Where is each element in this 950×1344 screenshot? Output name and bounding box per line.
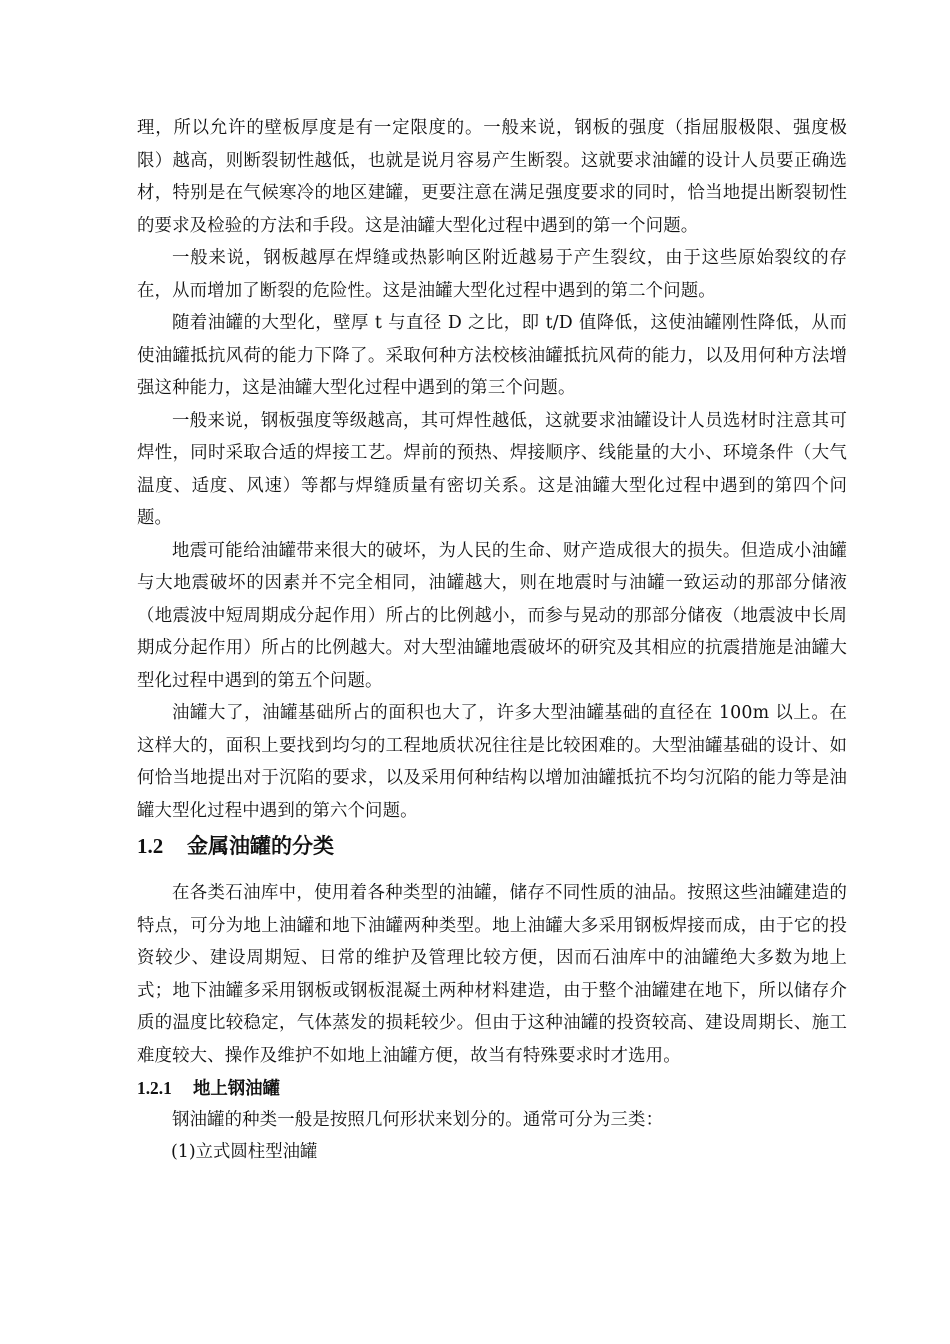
subsection-title: 地上钢油罐 (193, 1079, 280, 1099)
section-title: 金属油罐的分类 (187, 833, 334, 858)
paragraph-weldability: 一般来说，钢板强度等级越高，其可焊性越低，这就要求油罐设计人员选材时注意其可焊性，同时采取合适的焊接工艺。焊前的预热、焊接顺序、线能量的大小、环境条件（大气温度、适度、风速）等都与焊缝质量有密切关系。这是油罐大型化过程中遇到的第四个问题。 (137, 410, 847, 528)
paragraph-tank-types: 在各类石油库中，使用着各种类型的油罐，储存不同性质的油品。按照这些油罐建造的特点，可分为地上油罐和地下油罐两种类型。地上油罐大多采用钢板焊接而成，由于它的投资较少、建设周期短、日常的维护及管理比较方便，因而石油库中的油罐绝大多数为地上式；地下油罐多采用钢板或钢板混凝土两种材料建造，由于整个油罐建在地下，所以储存介质的温度比较稳定，气体蒸发的损耗较少。但由于这种油罐的投资较高、建设周期长、施工难度较大、操作及维护不如地上油罐方便，故当有特殊要求时才选用。 (137, 883, 847, 1066)
section-heading-1-2-1 (137, 1072, 847, 1105)
paragraph-earthquake: 地震可能给油罐带来很大的破坏，为人民的生命、财产造成很大的损失。但造成小油罐与大地震破坏的因素并不完全相同，油罐越大，则在地震时与油罐一致运动的那部分储液（地震波中短周期成分起作用）所占的比例越小，而参与晃动的那部分储夜（地震波中长周期成分起作用）所占的比例越大。对大型油罐地震破坏的研究及其相应的抗震措施是油罐大型化过程中遇到的第五个问题。 (137, 540, 847, 691)
subsection-number: 1.2.1 (137, 1078, 172, 1098)
paragraph-wall-thickness: 理，所以允许的壁板厚度是有一定限度的。一般来说，钢板的强度（指屈服极限、强度极限）越高，则断裂韧性越低，也就是说月容易产生断裂。这就要求油罐的设计人员要正确选材，特别是在气候寒冷的地区建罐，更要注意在满足强度要求的同时，恰当地提出断裂韧性的要求及检验的方法和手段。这是油罐大型化过程中遇到的第一个问题。 (137, 118, 847, 236)
paragraph-foundation: 油罐大了，油罐基础所占的面积也大了，许多大型油罐基础的直径在 100m 以上。在这样大的，面积上要找到均匀的工程地质状况往往是比较困难的。大型油罐基础的设计、如何恰当地提出对于沉陷的要求，以及采用何种结构以增加油罐抵抗不均匀沉陷的能力等是油罐大型化过程中遇到的第六个问题。 (137, 703, 847, 821)
section-number: 1.2 (137, 834, 164, 858)
section-heading-1-2 (137, 829, 847, 863)
document-page (137, 112, 847, 1168)
paragraph-wind-load: 随着油罐的大型化，壁厚 t 与直径 D 之比，即 t/D 值降低，这使油罐刚性降低，从而使油罐抵抗风荷的能力下降了。采取何种方法校核油罐抵抗风荷的能力，以及用何种方法增强这种能力，这是油罐大型化过程中遇到的第三个问题。 (137, 313, 847, 398)
list-item-vertical-cylinder: (1)立式圆柱型油罐 (171, 1141, 318, 1162)
paragraph-classification: 钢油罐的种类一般是按照几何形状来划分的。通常可分为三类： (172, 1110, 664, 1130)
paragraph-crack-risk: 一般来说，钢板越厚在焊缝或热影响区附近越易于产生裂纹，由于这些原始裂纹的存在，从而增加了断裂的危险性。这是油罐大型化过程中遇到的第二个问题。 (137, 248, 847, 301)
